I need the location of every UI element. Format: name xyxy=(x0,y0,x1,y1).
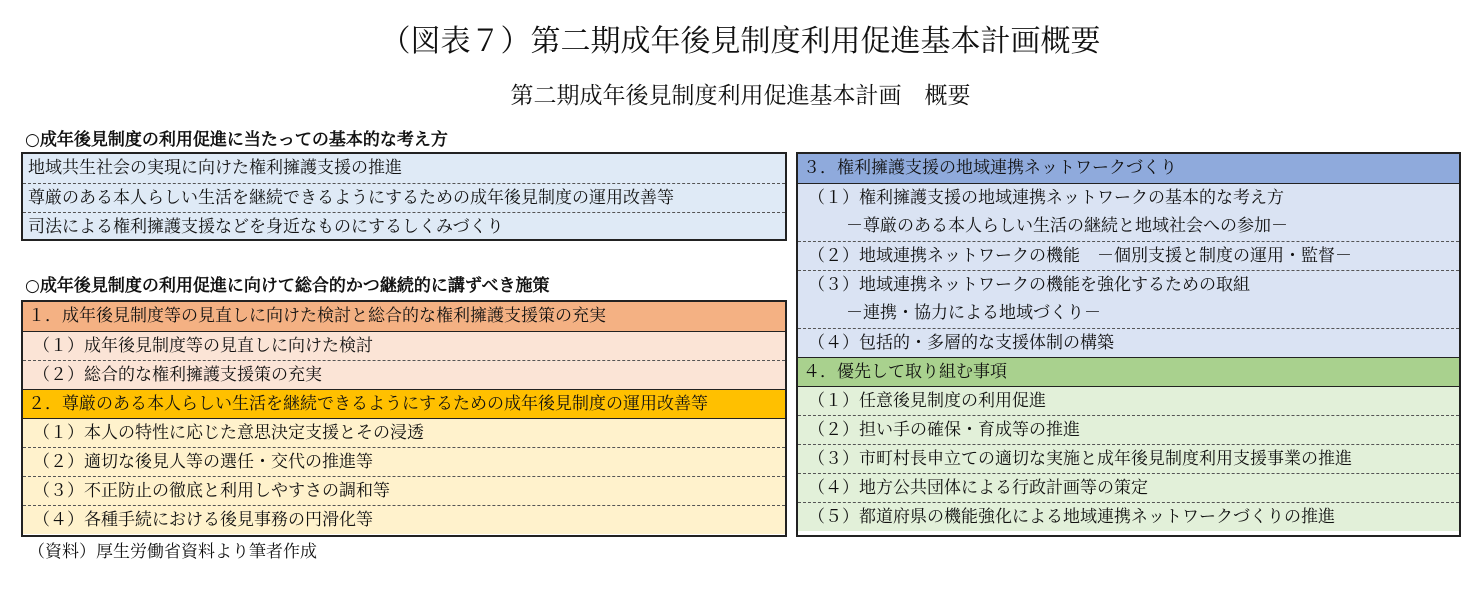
list-item: （２）適切な後見人等の選任・交代の推進等 xyxy=(23,447,785,476)
network-priorities-box xyxy=(796,152,1461,537)
list-item: 地域共生社会の実現に向けた権利擁護支援の推進 xyxy=(28,158,402,178)
list-item-continuation: －尊厳のある本人らしい生活の継続と地域社会への参加－ xyxy=(798,212,1459,241)
list-item: 司法による権利擁護支援などを身近なものにするしくみづくり xyxy=(23,212,785,241)
list-item: （３）市町村長申立ての適切な実施と成年後見制度利用支援事業の推進 xyxy=(798,444,1459,473)
page-subtitle: 第二期成年後見制度利用促進基本計画 概要 xyxy=(510,83,971,109)
group-title-2: ２．尊厳のある本人らしい生活を継続できるようにするための成年後見制度の運用改善等 xyxy=(23,389,785,418)
list-item: （４）各種手続における後見事務の円滑化等 xyxy=(23,505,785,534)
group-title-4: ４．優先して取り組む事項 xyxy=(798,357,1459,386)
group-title-1: １．成年後見制度等の見直しに向けた検討と総合的な権利擁護支援策の充実 xyxy=(23,302,785,331)
list-item-continuation: －連携・協力による地域づくり－ xyxy=(798,299,1459,328)
list-item: （５）都道府県の機能強化による地域連携ネットワークづくりの推進 xyxy=(798,502,1459,531)
list-item: 尊厳のある本人らしい生活を継続できるようにするための成年後見制度の運用改善等 xyxy=(23,183,785,212)
measures-box xyxy=(21,300,787,537)
basic-principles-box xyxy=(21,152,787,241)
list-item: （１）本人の特性に応じた意思決定支援とその浸透 xyxy=(23,418,785,447)
list-item: （４）地方公共団体による行政計画等の策定 xyxy=(798,473,1459,502)
list-item: （２）地域連携ネットワークの機能 －個別支援と制度の運用・監督－ xyxy=(798,241,1459,270)
list-item: （２）総合的な権利擁護支援策の充実 xyxy=(23,360,785,389)
list-item: （２）担い手の確保・育成等の推進 xyxy=(798,415,1459,444)
group-title-3: ３．権利擁護支援の地域連携ネットワークづくり xyxy=(798,154,1459,183)
section-heading-basic: ○成年後見制度の利用促進に当たっての基本的な考え方 xyxy=(25,130,448,150)
list-item: （１）権利擁護支援の地域連携ネットワークの基本的な考え方 xyxy=(798,183,1459,212)
list-item: （１）任意後見制度の利用促進 xyxy=(798,386,1459,415)
page-title: （図表７）第二期成年後見制度利用促進基本計画概要 xyxy=(380,24,1101,59)
source-note: （資料）厚生労働省資料より筆者作成 xyxy=(28,542,317,562)
list-item: （１）成年後見制度等の見直しに向けた検討 xyxy=(23,331,785,360)
section-heading-measures: ○成年後見制度の利用促進に向けて総合的かつ継続的に講ずべき施策 xyxy=(25,276,550,296)
list-item: （４）包括的・多層的な支援体制の構築 xyxy=(798,328,1459,357)
list-item: （３）地域連携ネットワークの機能を強化するための取組 xyxy=(798,270,1459,299)
list-item: （３）不正防止の徹底と利用しやすさの調和等 xyxy=(23,476,785,505)
